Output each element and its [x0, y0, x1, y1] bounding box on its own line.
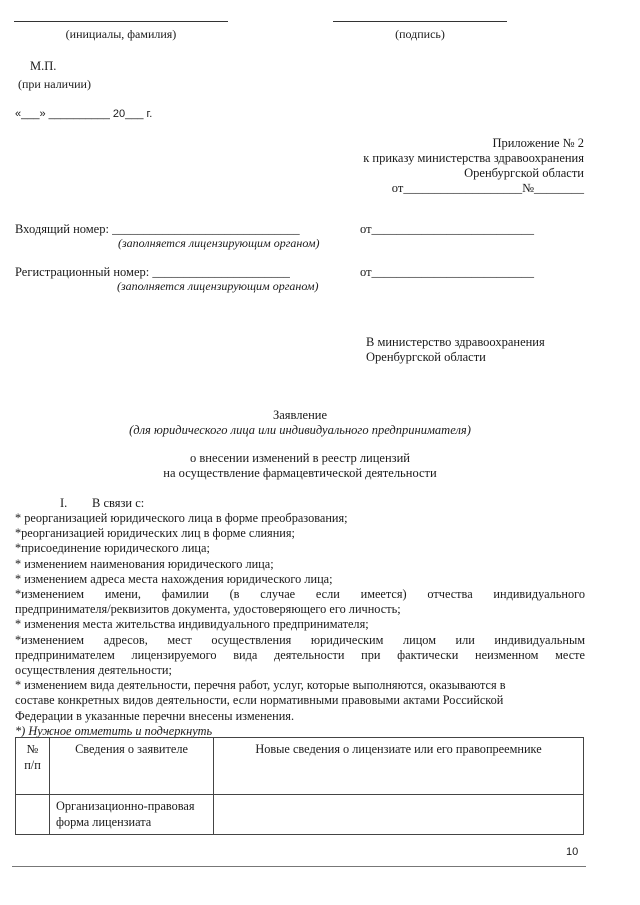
- reason-line: Федерации в указанные перечни внесены изменения.: [15, 708, 295, 723]
- appendix-line-2: к приказу министерства здравоохранения: [363, 151, 584, 165]
- reason-line: * изменением вида деятельности, перечня работ, услуг, которые выполняются, оказываются в: [15, 678, 506, 693]
- section-numeral: I.: [60, 496, 68, 510]
- reason-line: * изменением наименования юридического лица;: [15, 556, 274, 571]
- table-header-applicant: Сведения о заявителе: [50, 738, 214, 795]
- incoming-number-note: (заполняется лицензирующим органом): [118, 236, 320, 250]
- initials-underline: [14, 21, 228, 22]
- stamp-mark: М.П.: [30, 59, 57, 73]
- page-number: 10: [566, 846, 579, 858]
- footnote: *) Нужное отметить и подчеркнуть: [15, 723, 213, 738]
- table-header-row: [16, 738, 584, 795]
- reason-line: составе конкретных видов деятельности, если нормативными правовыми актами Российской: [15, 693, 504, 708]
- reason-line: *изменением адресов, мест осуществления юридическим лицом или индивидуальным: [15, 632, 585, 647]
- reason-list: [15, 511, 585, 739]
- stamp-note: (при наличии): [18, 77, 91, 91]
- incoming-number-label: Входящий номер: ______________________________: [15, 222, 300, 236]
- date-line: «___» __________ 20___ г.: [15, 108, 153, 120]
- signature-underline: [333, 21, 507, 22]
- table-header-number: № п/п: [16, 738, 50, 795]
- addressee-line-1: В министерство здравоохранения: [366, 335, 545, 349]
- table-header-new-info: Новые сведения о лицензиате или его правопреемнике: [214, 738, 584, 795]
- appendix-line-1: Приложение № 2: [492, 136, 584, 150]
- document-subtitle: (для юридического лица или индивидуального предпринимателя): [129, 423, 471, 437]
- addressee-line-2: Оренбургской области: [366, 350, 486, 364]
- table-cell: Организационно-правовая форма лицензиата: [50, 795, 214, 835]
- reason-line: *изменением имени, фамилии (в случае если имеется) отчества индивидуального: [15, 587, 585, 602]
- incoming-date-label: от__________________________: [360, 222, 535, 236]
- registration-number-note: (заполняется лицензирующим органом): [117, 279, 319, 293]
- reason-line: *реорганизацией юридических лиц в форме слияния;: [15, 526, 295, 541]
- reason-line: * изменения места жительства индивидуального предпринимателя;: [15, 617, 369, 632]
- appendix-line-4: от___________________№________: [391, 181, 584, 195]
- appendix-line-3: Оренбургской области: [464, 166, 584, 180]
- changes-table: [15, 737, 584, 835]
- reason-line: предпринимателем лицензируемого вида деятельности при фактически неизменном месте: [15, 647, 585, 662]
- document-title: Заявление: [272, 408, 327, 422]
- signature-label: (подпись): [395, 27, 445, 41]
- initials-label: (инициалы, фамилия): [65, 27, 177, 41]
- footer-rule: [12, 866, 586, 867]
- table-cell[interactable]: [214, 795, 584, 835]
- reason-line: * реорганизацией юридического лица в форме преобразования;: [15, 511, 348, 525]
- purpose-line-1: о внесении изменений в реестр лицензий: [189, 451, 410, 465]
- registration-date-label: от__________________________: [360, 265, 535, 279]
- reason-line: предпринимателя/реквизитов документа, удостоверяющего его личность;: [15, 602, 401, 617]
- addressee-block: [366, 335, 545, 365]
- table-row: [16, 795, 584, 835]
- reason-line: осуществления деятельности;: [15, 663, 172, 678]
- table-cell[interactable]: [16, 795, 50, 835]
- registration-number-label: Регистрационный номер: ______________________: [15, 265, 290, 279]
- reason-line: * изменением адреса места нахождения юридического лица;: [15, 571, 333, 586]
- section-intro: В связи с:: [92, 496, 145, 510]
- appendix-block: [300, 136, 584, 196]
- purpose-line-2: на осуществление фармацевтической деятельности: [163, 466, 437, 480]
- reason-line: *присоединение юридического лица;: [15, 541, 210, 556]
